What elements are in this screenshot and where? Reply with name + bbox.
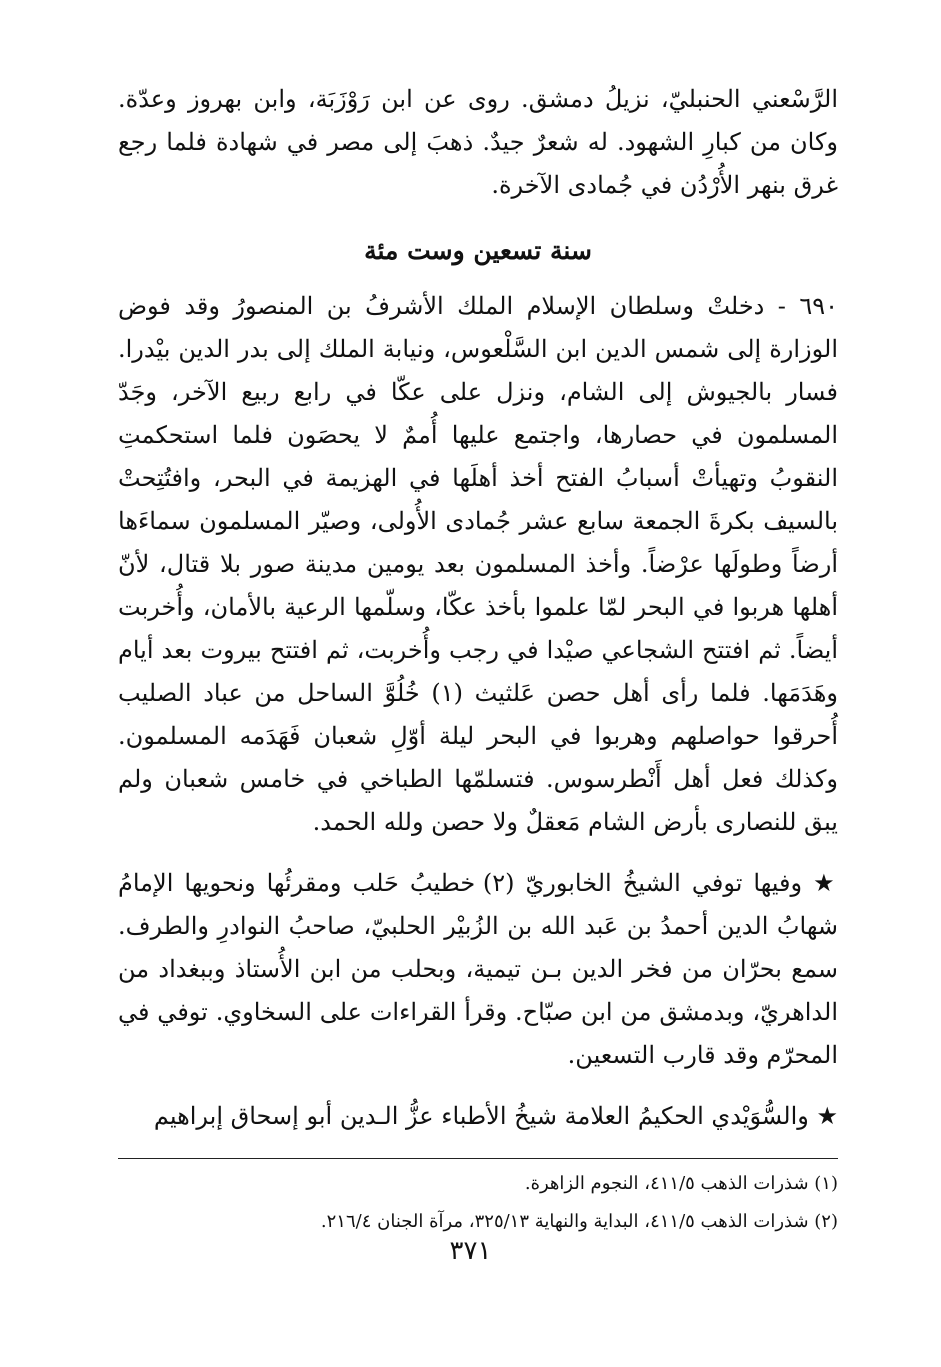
- page-content: [118, 78, 838, 1241]
- footnote-2: (٢) شذرات الذهب ٤١١/٥، البداية والنهاية ٣٢٥/١٣، مرآة الجنان ٢١٦/٤.: [320, 1211, 838, 1232]
- page-number: ٣٧١: [449, 1236, 492, 1266]
- intro-paragraph: الرَّسْعني الحنبليّ، نزيلُ دمشق. روى عن ابن رَوْزَبَة، وابن بهروز وعدّة. وكان من كبارِ الشهود. له شعرٌ جيدٌ. ذهبَ إلى مصر في شهادة فلما رجع غرق بنهر الأُرْدُن في جُمادى الآخرة.: [118, 85, 838, 199]
- section-heading: سنة تسعين وست مئة: [364, 236, 592, 265]
- footnote-1: (١) شذرات الذهب ٤١١/٥، النجوم الزاهرة.: [524, 1173, 838, 1194]
- main-paragraph: ٦٩٠ - دخلتْ وسلطان الإسلام الملك الأشرفُ بن المنصورُ وقد فوض الوزارة إلى شمس الدين ابن السَّلْعوس، ونيابة الملك إلى بدر الدين بيْدرا. فسار بالجيوش إلى الشام، ونزل على عكّا في رابع ربيع الآخر، وجَدّ المسلمون في حصارها، واجتمع عليها أُممٌ لا يحصَون فلما استحكمتِ النقوبُ وتهيأتْ أسبابُ الفتح أخذ أهلَها في الهزيمة في البحر، وافتُتِحتْ بالسيف بكرةَ الجمعة سابع عشر جُمادى الأُولى، وصيّر المسلمون سماءَها أرضاً وطولَها عرْضاً. وأخذ المسلمون بعد يومين مدينة صور بلا قتال، لأنّ أهلها هربوا في البحر لمّا علموا بأخذ عكّا، وسلّمها الرعية بالأمان، وأُخربت أيضاً. ثم افتتح الشجاعي صيْدا في رجب وأُخربت، ثم افتتح بيروت بعد أيام وهَدَمَها. فلما رأى أهل حصن عَلثيث (١) خُلُوَّ الساحل من عباد الصليب أُحرقوا حواصلهم وهربوا في البحر ليلة أوّلِ شعبان فَهَدَمه المسلمون. وكذلك فعل أهل أَنْطرسوس. فتسلمّها الطباخي في خامس شعبان ولم يبق للنصارى بأرض الشام مَعقلٌ ولا حصن ولله الحمد.: [118, 292, 838, 836]
- footnotes: [118, 1165, 838, 1241]
- footnote-divider: [118, 1158, 838, 1159]
- obituary-paragraph-2: ★ والسُّوَيْدي الحكيمُ العلامة شيخُ الأطباء عزُّ الـدين أبو إسحاق إبراهيم: [153, 1102, 838, 1130]
- obituary-paragraph-1: ★ وفيها توفي الشيخُ الخابوريّ (٢) خطيبُ حَلب ومقرئُها ونحويها الإمامُ شهابُ الدين أحمدُ بن عَبد الله بن الزُبيْر الحلبيّ، صاحبُ النوادرِ والطرف. سمع بحرّان من فخر الدين بـن تيمية، وبحلب من ابن الأُستاذ وببغداد من الداهريّ، وبدمشق من ابن صبّاح. وقرأ القراءات على السخاوي. توفي في المحرّم وقد قارب التسعين.: [118, 869, 839, 1069]
